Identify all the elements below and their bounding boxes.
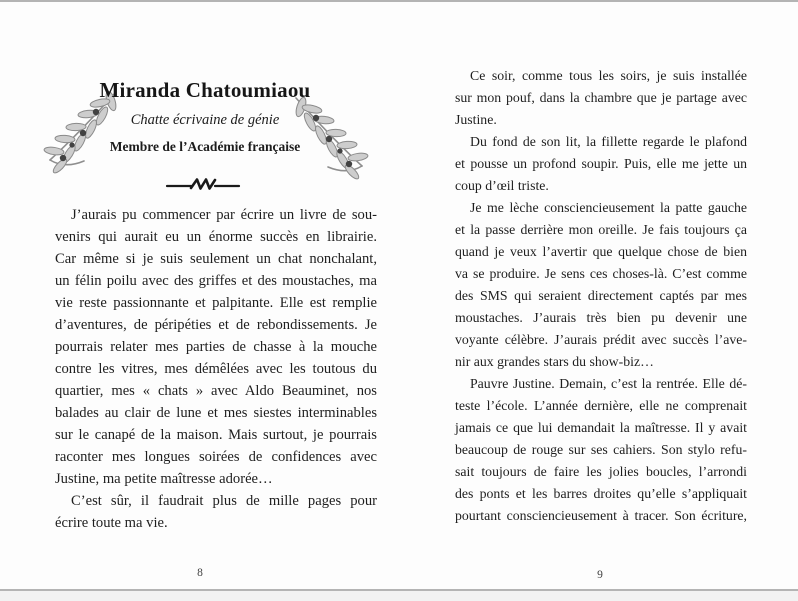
text-line: contre les vitres, mes démêlées avec les toutous du	[55, 361, 377, 377]
text-line: J’aurais pu commencer par écrire un livre de sou-	[71, 207, 377, 223]
text-line: C’est sûr, il faudrait plus de mille pages pour	[71, 493, 377, 509]
text-line: et la passe derrière mon oreille. Je fais toujours ça	[455, 222, 747, 237]
text-line: et pousse un profond soupir. Puis, elle me jette un	[455, 156, 747, 171]
text-line: Je me lèche consciencieusement la patte gauche	[470, 200, 747, 215]
text-line: des SMS qui seraient directement captés par mes	[455, 288, 747, 303]
text-line: sur le canapé de la maison. Mais surtout, je pourrais	[55, 427, 377, 443]
author-name: Miranda Chatoumiaou	[99, 78, 311, 102]
text-line: raconter mes longues soirées de confidences avec	[55, 449, 377, 465]
text-line: Car même si je suis seulement un chat nonchalant,	[55, 251, 377, 267]
text-line: Justine.	[455, 112, 497, 127]
left-page	[0, 2, 399, 591]
text-line: écrire toute ma vie.	[55, 515, 168, 531]
text-line: Du fond de son lit, la fillette regarde le plafond	[470, 134, 747, 149]
text-line: beaucoup de rouge sur ses cahiers. Son stylo refu-	[455, 442, 747, 457]
page-number: 8	[197, 567, 203, 579]
text-line: pourrais relater mes parties de chasse à la mouche	[55, 339, 377, 355]
author-tagline: Chatte écrivaine de génie	[130, 112, 280, 128]
text-line: des ponts et les barres droites qu’elle s’appliquait	[455, 486, 747, 501]
text-line: va se produire. Je sens ces choses-là. C’est comme	[455, 266, 747, 281]
text-line: venirs qui aurait eu un énorme succès en librairie.	[55, 229, 377, 245]
left-page-text	[55, 204, 377, 534]
text-line: pourtant consciencieusement à tracer. Son écriture,	[455, 508, 747, 523]
text-line: quartier, mes « chats » avec Aldo Beauminet, nos	[55, 383, 377, 399]
text-line: d’aventures, de péripéties et de rebondissements. Je	[55, 317, 377, 333]
author-affiliation: Membre de l’Académie française	[109, 139, 301, 154]
text-line: Ce soir, comme tous les soirs, je suis installée	[470, 68, 747, 83]
text-line: quand je veux l’avertir que quelque chose de bien	[455, 244, 747, 259]
text-line: voyante célèbre. J’aurais prédit avec succès l’ave-	[455, 332, 747, 347]
text-line: vie reste passionnante et palpitante. Elle est remplie	[55, 295, 377, 311]
right-page-text	[455, 65, 747, 527]
text-line: jamais ce que lui demandait la maîtresse. Il y avait	[455, 420, 747, 435]
text-line: moustaches. J’aurais très bien pu devenir une	[455, 310, 747, 325]
text-line: Pauvre Justine. Demain, c’est la rentrée. Elle dé-	[470, 376, 747, 391]
text-line: sur mon pouf, dans la chambre que je partage avec	[455, 90, 747, 105]
text-line: sait toujours de faire les jolies boucles, l’arrondi	[455, 464, 747, 479]
text-line: balades au clair de lune et mes siestes interminables	[55, 405, 377, 421]
page-number: 9	[597, 569, 603, 581]
text-line: nir aux grandes stars du show-biz…	[455, 354, 654, 369]
right-page	[399, 2, 798, 591]
text-line: Justine, ma petite maîtresse adorée…	[55, 471, 273, 487]
text-line: teste l’école. L’année dernière, elle ne comprenait	[455, 398, 747, 413]
rope-twist-divider-icon	[164, 175, 242, 195]
text-line: un félin poilu avec des griffes et des moustaches, ma	[55, 273, 377, 289]
text-line: coup d’œil triste.	[455, 178, 549, 193]
